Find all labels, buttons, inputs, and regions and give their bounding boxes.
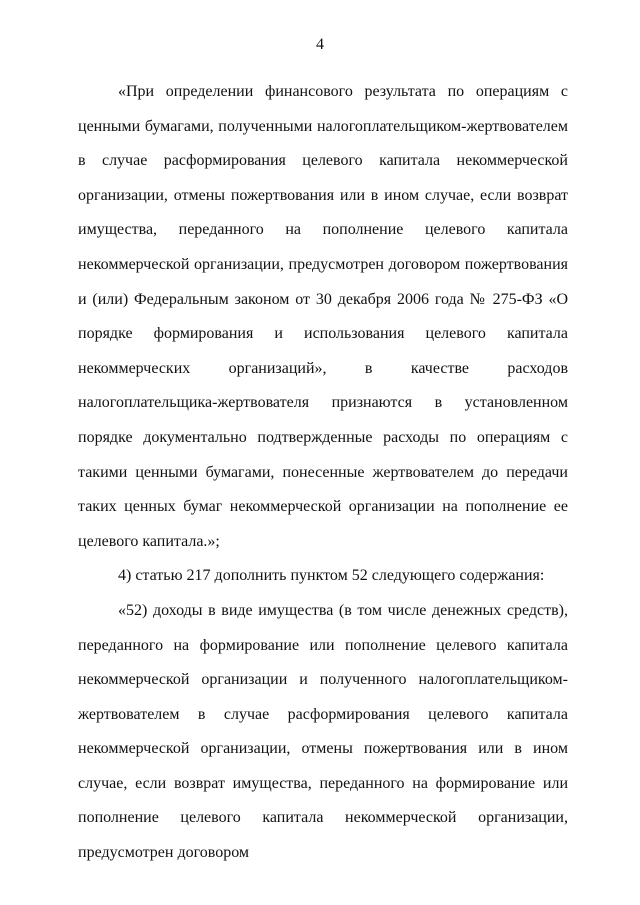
paragraph-article-217-amendment: 4) статью 217 дополнить пунктом 52 следующего содержания: [118, 567, 545, 585]
paragraph-item-52: «52) доходы в виде имущества (в том числе денежных средств), переданного на формирование или пополнение целевого капитала некоммерческой организации и полученного налогоплательщиком-жертвователем в случае расформирования целевого капитала некоммерческой организации, отмены пожертвования или в ином случае, если возврат имущества, переданного на формирование или пополнение целевого капитала некоммерческой организации, предусмотрен договором [78, 601, 568, 862]
paragraph-financial-result: «При определении финансового результата по операциям с ценными бумагами, полученными налогоплательщиком-жертвователем в случае расформирования целевого капитала некоммерческой организации, отмены пожертвования или в ином случае, если возврат имущества, переданного на пополнение целевого капитала некоммерческой организации, предусмотрен договором пожертвования и (или) Федеральным законом от 30 декабря 2006 года № 275-ФЗ «О порядке формирования и использования целевого капитала некоммерческих организаций», в качестве расходов налогоплательщика-жертвователя признаются в установленном порядке документально подтвержденные расходы по операциям с такими ценными бумагами, понесенные жертвователем до передачи таких ценных бумаг некоммерческой организации на пополнение ее целевого капитала.»; [78, 83, 568, 550]
page-number: 4 [316, 36, 324, 53]
document-body [78, 75, 568, 871]
